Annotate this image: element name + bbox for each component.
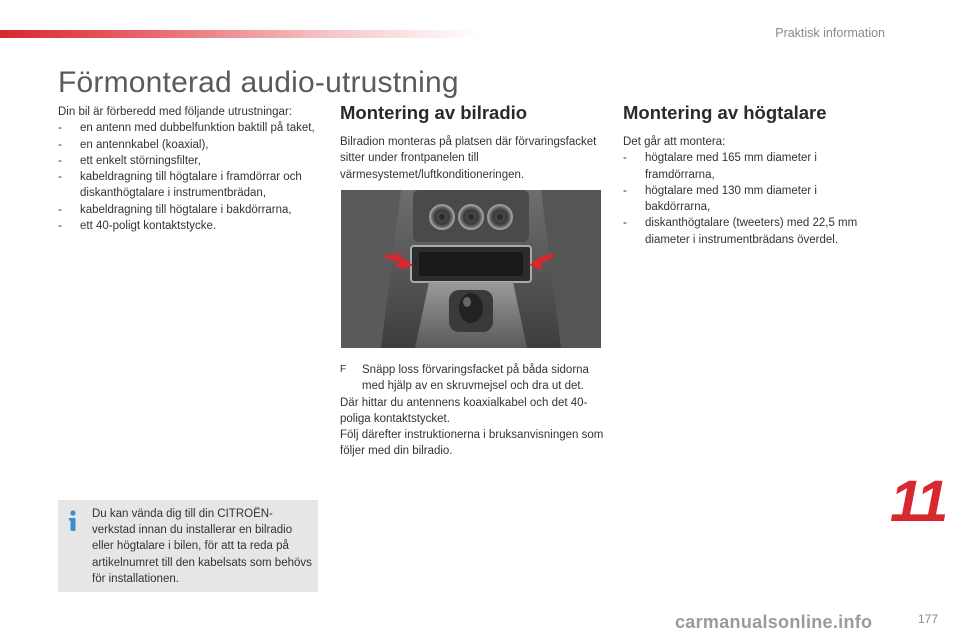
list-item-text: en antennkabel (koaxial), (80, 138, 209, 151)
dashboard-center-console-image (341, 190, 601, 348)
list-item (623, 215, 883, 248)
watermark: carmanualsonline.info (675, 612, 873, 632)
list-item (58, 202, 320, 218)
list-item-text: ett 40-poligt kontaktstycke. (80, 220, 217, 233)
header-accent-bar (0, 30, 480, 38)
antenna-cable-note: Där hittar du antennens koaxialkabel och det 40-poliga kontaktstycket. (340, 396, 588, 425)
page-title: Förmonterad audio-utrustning (58, 66, 459, 99)
page-number: 177 (917, 612, 938, 626)
radio-mounting-heading: Montering av bilradio (340, 102, 528, 123)
dash-marker: - (623, 217, 627, 230)
list-item (58, 137, 320, 153)
dash-marker: - (58, 203, 62, 216)
list-item (623, 183, 883, 216)
list-item-text: ett enkelt störningsfilter, (80, 154, 201, 167)
list-item-text: en antenn med dubbelfunktion baktill på taket, (80, 122, 315, 135)
dash-marker: - (623, 152, 627, 165)
list-item (58, 120, 320, 136)
list-item-text: högtalare med 165 mm diameter i framdörrarna, (645, 152, 817, 181)
step-item (340, 362, 606, 395)
chapter-number: 11 (890, 469, 947, 534)
list-item-text: kabeldragning till högtalare i framdörrar och diskanthögtalare i instrumentbrädan, (80, 171, 302, 200)
equipment-list (58, 120, 320, 234)
dash-marker: - (58, 220, 62, 233)
info-icon (66, 510, 80, 532)
list-item (623, 150, 883, 183)
list-item-text: högtalare med 130 mm diameter i bakdörrarna, (645, 184, 817, 214)
dash-marker: - (58, 122, 62, 135)
speaker-list (623, 150, 883, 248)
list-item (58, 218, 320, 234)
instructions-note: Följ därefter instruktionerna i bruksanvisningen som följer med din bilradio. (340, 429, 604, 458)
dash-marker: - (58, 171, 62, 184)
list-item (58, 153, 320, 169)
info-text: Du kan vända dig till din CITROËN-verkstad innan du installerar en bilradio eller högtalare i bilen, för att ta reda på artikelnumret till den kabelsats som behövs för installationen. (92, 508, 312, 585)
speaker-mounting-heading: Montering av högtalare (623, 102, 827, 123)
section-title: Praktisk information (775, 26, 885, 40)
radio-steps-section (340, 362, 606, 460)
info-box (58, 500, 318, 592)
list-item-text: diskanthögtalare (tweeters) med 22,5 mm diameter i instrumentbrädans överdel. (645, 217, 858, 246)
dash-marker: - (58, 154, 62, 167)
equipment-list-section (58, 104, 320, 234)
step-text: Snäpp loss förvaringsfacket på båda sidorna med hjälp av en skruvmejsel och dra ut det. (362, 364, 589, 393)
speaker-intro: Det går att montera: (623, 136, 726, 148)
list-item-text: kabeldragning till högtalare i bakdörrarna, (80, 203, 292, 216)
radio-mounting-section (340, 102, 605, 183)
radio-mounting-body: Bilradion monteras på platsen där förvaringsfacket sitter under frontpanelen till värmesystemet/luftkonditioneringen. (340, 136, 597, 181)
console-illustration (341, 190, 601, 348)
dash-marker: - (623, 184, 627, 197)
speaker-mounting-section (623, 102, 883, 248)
checkbox-marker-icon: F (340, 364, 347, 375)
dash-marker: - (58, 138, 62, 151)
equipment-intro: Din bil är förberedd med följande utrustningar: (58, 106, 292, 118)
list-item (58, 169, 320, 202)
